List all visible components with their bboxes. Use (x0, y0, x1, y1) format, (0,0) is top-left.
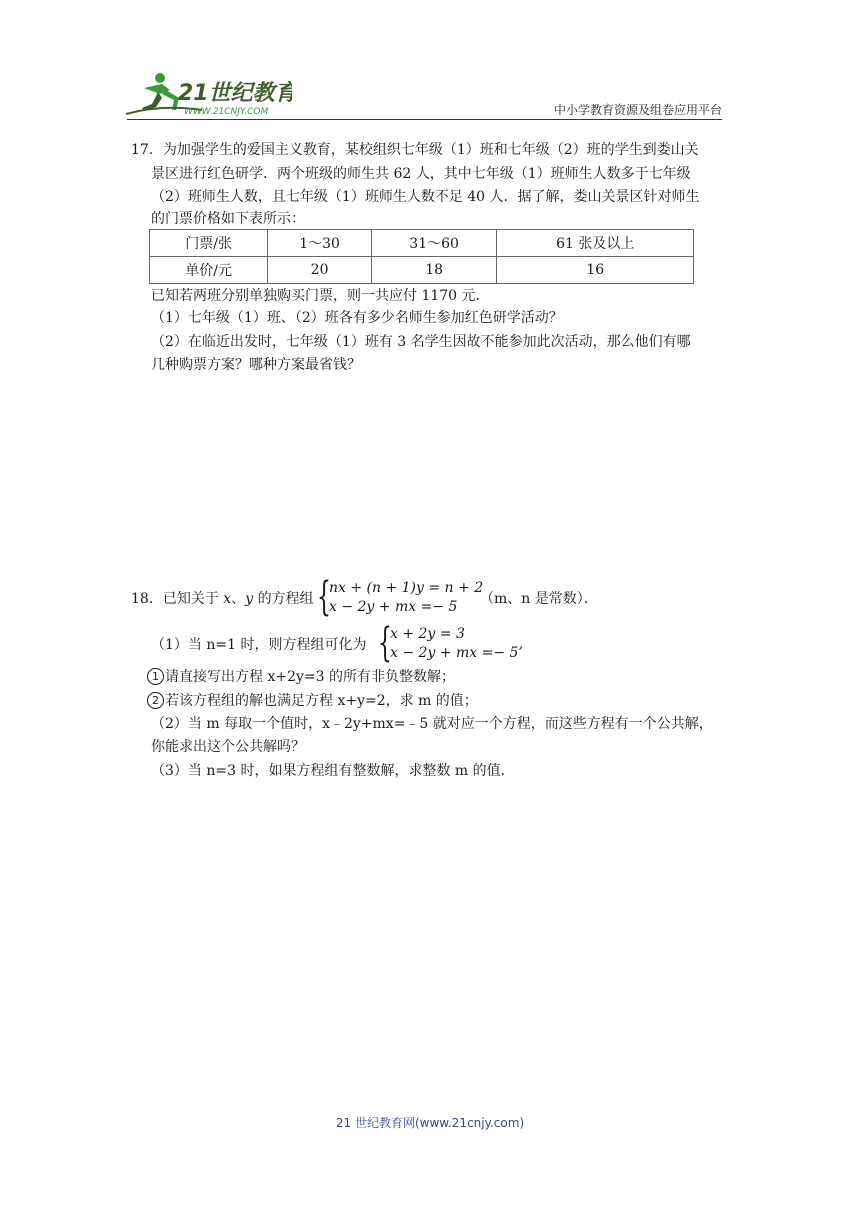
left-brace-icon: { (317, 574, 331, 620)
q18-intro-suffix: 的方程组 (257, 591, 314, 607)
equation-1: x + 2y = 3 (390, 626, 465, 642)
table-cell: 16 (497, 257, 694, 284)
q18-intro (131, 587, 314, 611)
equation-1: nx + (n + 1)y = n + 2 (329, 580, 484, 596)
table-row (150, 230, 694, 257)
q18-constants-note: （m、n 是常数）． (480, 591, 598, 607)
q17-subquestion-1: （1）七年级（1）班、（2）班各有多少名师生参加红色研学活动？ (151, 310, 563, 326)
q17-subquestion-2-cont: 几种购票方案？哪种方案最省钱？ (151, 357, 361, 373)
equation-system-2 (378, 620, 523, 666)
q18-part-2: （2）当 m 每取一个值时，x﹣2y+mx=﹣5 就对应一个方程，而这些方程有一个公共解， (151, 716, 713, 732)
ticket-price-table (149, 229, 694, 284)
equation-system-1 (317, 574, 484, 620)
circled-number: 1 (147, 668, 164, 685)
equation-2: x − 2y + mx =− 5 (329, 599, 458, 615)
q17-subquestion-2: （2）在临近出发时，七年级（1）班有 3 名学生因故不能参加此次活动，那么他们有哪 (151, 334, 691, 350)
q17-line-4: 的门票价格如下表所示： (151, 211, 305, 227)
q18-part-1-item-2 (147, 689, 478, 713)
runner-logo-icon (122, 70, 292, 120)
q18-intro-prefix: 18．已知关于 (131, 591, 219, 607)
q17-note: 已知若两班分别单独购买门票，则一共应付 1170 元． (151, 288, 490, 304)
q17-line-3: （2）班师生人数，且七年级（1）班师生人数不足 40 人．据了解，娄山关景区针对师生 (151, 189, 700, 205)
q18-part-3: （3）当 n=3 时，如果方程组有整数解，求整数 m 的值． (151, 763, 515, 779)
left-brace-icon: { (378, 620, 392, 666)
footer-link[interactable]: 21 世纪教育网(www.21cnjy.com) (335, 1116, 525, 1130)
circled-number: 2 (147, 692, 164, 709)
table-header-cell: 31～60 (371, 230, 497, 257)
q17-line-2: 景区进行红色研学．两个班级的师生共 62 人，其中七年级（1）班师生人数多于七年级 (151, 166, 691, 182)
table-header-cell: 61 张及以上 (497, 230, 694, 257)
q17-line-1: 17．为加强学生的爱国主义教育，某校组织七年级（1）班和七年级（2）班的学生到娄山关 (131, 142, 699, 158)
table-row (150, 257, 694, 284)
table-cell: 20 (268, 257, 371, 284)
logo-url: WWW.21CNJY.COM (184, 107, 269, 117)
equation-2: x − 2y + mx =− 5’ (390, 645, 523, 661)
var-y: y (245, 591, 254, 607)
header-divider (127, 119, 722, 120)
table-cell: 单价/元 (150, 257, 268, 284)
q18-part-1-item-1 (147, 665, 455, 689)
platform-name: 中小学教育资源及组卷应用平台 (553, 103, 722, 117)
q18-intro-sep: 、 (231, 591, 246, 607)
item-text: 请直接写出方程 x+2y=3 的所有非负整数解； (165, 669, 455, 685)
q18-part-1: （1）当 n=1 时，则方程组可化为 (151, 637, 367, 653)
q18-part-2-cont: 你能求出这个公共解吗？ (151, 739, 305, 755)
table-header-cell: 门票/张 (150, 230, 268, 257)
table-header-cell: 1～30 (268, 230, 371, 257)
logo-text: 21世纪教育 (178, 81, 292, 106)
item-text: 若该方程组的解也满足方程 x+y=2，求 m 的值； (165, 693, 478, 709)
table-cell: 18 (371, 257, 497, 284)
site-logo (122, 70, 292, 120)
var-x: x (223, 591, 232, 607)
